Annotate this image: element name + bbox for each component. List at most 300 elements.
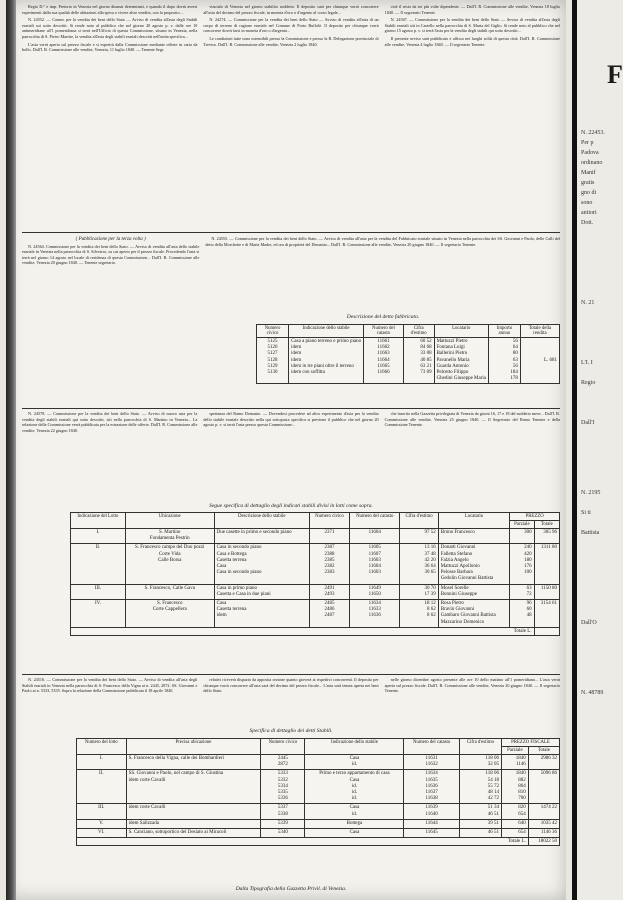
paragraph: cioè il sesto da sei più volte dipendente. — Dall'I. R. Commissione alle vendite, Venezia 18 luglio 1840. — Il segretario Tenente.	[384, 4, 560, 15]
cell-value: 40 85	[420, 357, 432, 363]
cell-value: 420	[524, 551, 532, 557]
cell-value: S. Francesco della Vigna, calle dei Bombardieri	[128, 756, 224, 761]
cell-value: 55 72	[487, 783, 499, 789]
cell-value: Fondamenta Pestrin	[149, 536, 190, 542]
table-header: Numero del catasto	[364, 325, 404, 338]
cell-value: 11661	[377, 339, 390, 344]
ubicazione-cell	[126, 829, 261, 838]
paragraph: N. 24578. — Commissione per la vendita dei beni dello Stato. — Avviso di nuovo asta per la vendita degli stabili erariali qui sotto descritti, siti nella parrocchia di S. Martino in Venezia... La relazione della Commissione verrà pubblicata per la estrazione delle offerte. Dall'I. R. Commissione alle vendite, Venezia 22 giugno 1840.	[22, 411, 198, 433]
cell-value: Casa	[349, 756, 360, 761]
edge-text: N. 21	[581, 300, 595, 306]
cell-value: 63	[526, 585, 532, 591]
cell-value: 33 08	[420, 351, 432, 357]
table-row	[77, 819, 560, 828]
table-row	[71, 544, 560, 584]
table-header: Locatario	[438, 513, 510, 529]
table-header: Cifra d'estimo	[403, 325, 434, 338]
cell-value: 2383	[324, 570, 335, 576]
locatario-cell	[438, 529, 510, 544]
table-row	[71, 600, 560, 628]
cell-value: 2445	[277, 756, 288, 761]
estimo-cell	[459, 829, 501, 838]
cell-value: id.	[351, 790, 357, 796]
estimo-cell	[400, 529, 438, 544]
adjacent-page-edge	[572, 0, 623, 900]
edge-text: N. 48789	[581, 690, 604, 696]
cell-value: Gedolin Giovanni Battista	[440, 576, 494, 582]
table3	[76, 738, 560, 846]
cell-value: 5333	[277, 771, 288, 777]
parziale-cell	[501, 755, 528, 770]
notice3-left	[22, 677, 197, 696]
ubicazione-cell	[126, 755, 261, 770]
cell-value: Pavanello Maria	[436, 357, 470, 363]
cell-value: 11631	[425, 756, 438, 761]
cell-value: 56	[512, 339, 518, 344]
indicazione-cell	[305, 829, 404, 838]
cell-value: idem con soffitta	[291, 370, 325, 376]
cell-value: 46 51	[487, 830, 499, 836]
indicazione-cell	[305, 804, 404, 819]
cell-value: 240	[524, 545, 532, 551]
descrizione-cell	[214, 529, 309, 544]
cell-value: Bravin Giovanni	[440, 607, 475, 613]
cell-value: 48	[526, 613, 532, 619]
locatario-cell	[438, 544, 510, 584]
cell-value: Bruno Francesco	[440, 530, 475, 535]
paragraph: Il presente avviso sarà pubblicato e affisso nei luoghi soliti di questa città. Dall'I. R. Commissione alle vendite, Venezia 4 luglio 1840. — Il segretario Tenente.	[384, 35, 560, 47]
table2-caption: Segue specifica di dettaglio degli indicati stabili divisi in lotti come sopra.	[209, 503, 373, 509]
cell-value: id.	[351, 811, 357, 817]
cell-value: 11649	[368, 585, 381, 591]
cell-value: 2387	[324, 545, 335, 551]
cell-value: idem Salizzada	[128, 820, 159, 826]
total-label: Totale L.	[77, 838, 529, 846]
table-subheader: Parziale	[501, 747, 528, 755]
cell-value: 2491	[324, 585, 335, 591]
table-header: Cifra d'estimo	[400, 513, 438, 529]
cell-value: 300	[524, 530, 532, 535]
cell-value: 18 12	[424, 601, 436, 607]
cell-value: 654	[518, 811, 526, 817]
paragraph: spettanza del Ramo Demanio. — Dovendosi procedere ad altro esperimento d'asta per la vendita dello stabile erariale descritto nella qui sottoposta specifica si previene il pubblico che nel giorno 20 agosto p. v. si terrà l'asta presso questa Commissione...	[203, 411, 379, 428]
cell-value: 97 52	[424, 530, 436, 535]
cell-value: Casa in secondo piano	[216, 570, 262, 576]
civici-cell	[257, 338, 289, 384]
descrizione-cell	[214, 600, 309, 628]
paragraph: relativi riceverà dispazio da apposita sezione quanto gioverà ai rispettivi concorrenti. Il deposito per chiunque vorrà concorrere all'asta sarà del decimo del prezzo fiscale... L'asta sarà tenuta aperta nei beni dello Stato.	[203, 677, 379, 694]
cell-value: 11634	[368, 601, 381, 607]
cell-value: 30 70	[424, 585, 436, 591]
cell-value: id.	[351, 783, 357, 789]
cell-value: Calle Borsa	[157, 557, 182, 563]
indicazione-cell	[305, 755, 404, 770]
indicazione-cell	[305, 770, 404, 804]
edge-text: Regio	[581, 380, 596, 386]
cell-value: 17 39	[424, 591, 436, 597]
cell-value: 2493	[324, 591, 335, 597]
cell-value: 11662	[377, 345, 390, 351]
lotto-cell: V.	[77, 819, 127, 828]
parziale-cell	[501, 829, 528, 838]
edge-text: sono	[581, 200, 593, 206]
parziale-cell	[501, 804, 528, 819]
table-header: Importo annuo	[489, 325, 521, 338]
edge-text: Padova	[581, 150, 599, 156]
cell-value: Bottega	[346, 820, 363, 826]
cell-value: Fontana Luigi	[436, 345, 465, 351]
cell-value: Mattuzzi Pietro	[436, 339, 468, 344]
cell-value: 11604	[368, 530, 381, 535]
parziale-cell	[501, 819, 528, 828]
table-header: Precisa ubicazione	[126, 739, 261, 755]
table-header: Numero civico	[257, 325, 289, 338]
descrizione-cell	[214, 544, 309, 584]
civico-cell	[261, 819, 305, 828]
cell-value: Casa	[216, 564, 227, 570]
cell-value: Casetta terrena	[216, 557, 247, 563]
table1	[256, 324, 560, 384]
cell-value: 654	[518, 830, 526, 836]
civico-cell	[261, 829, 305, 838]
ubicazione-cell	[126, 770, 261, 804]
cell-value: 37 48	[424, 551, 436, 557]
cell-value: 30 65	[424, 570, 436, 576]
cell-value: Casa	[349, 777, 360, 783]
civico-cell	[309, 584, 349, 599]
paragraph: che inserito nella Gazzetta privilegiata di Venezia da giorni 16, 17 e 18 del suddetto mese... Dall'I. R. Commissione alle vendite, Venezia 25 giugno 1840. — Il Segretario del Ramo Tenente e della Commissione Tenente.	[384, 411, 560, 428]
cell-value: SS. Giovanni e Paolo, nel campo di S. Giustina	[128, 771, 224, 777]
paragraph: Le condizioni tutte sono ostensibili presso la Commissione e presso la R. Delegazione provinciale di Treviso. Dall'I. R. Commissione alle vendite, Venezia 2 luglio 1840.	[203, 35, 379, 47]
cell-value: 180	[524, 557, 532, 563]
table-row	[71, 529, 560, 544]
notice-title: ( Pubblicazione per la terza volta )	[75, 237, 146, 242]
total-value	[534, 627, 559, 635]
civico-cell	[261, 770, 305, 804]
cell-value: Guarda Antonio	[436, 363, 469, 369]
parziale-cell	[510, 529, 534, 544]
totale-cell: 1146 36	[528, 829, 559, 838]
notice2	[22, 411, 560, 435]
notice3-right	[385, 677, 560, 696]
table-header: Numero del lotto	[77, 739, 127, 755]
cell-value: Casa a piano terreno e primo piano	[291, 339, 362, 344]
table-row	[77, 829, 560, 838]
cell-value: 11664	[377, 357, 390, 363]
estimo-cell	[459, 770, 501, 804]
ubicazione-cell	[126, 819, 261, 828]
cell-value: 48 14	[487, 790, 499, 796]
cell-value: 118 06	[485, 756, 499, 761]
cell-value: 11637	[425, 790, 438, 796]
totale-cell: 1474 22	[528, 804, 559, 819]
cell-value: 11603	[368, 570, 381, 576]
cell-value: 51 34	[487, 805, 499, 811]
cell-value: Donatti Giovanni	[440, 545, 476, 551]
edge-text: Dall'O	[581, 620, 597, 626]
notice3	[22, 677, 560, 696]
cell-value: 5335	[277, 790, 288, 796]
civico-cell	[261, 804, 305, 819]
cell-value: 1840	[515, 756, 526, 761]
cell-value: 11634	[425, 771, 438, 777]
paragraph: nelle giorno dicembre agosto presente alle ore 10 dello mattino all'1 pomeridiana... L'asta verrà aperta sul prezzo fiscale. Dall'I. R. Commissione alle vendite, Venezia 20 giugno 1840. — Il segretario Tenente.	[384, 677, 560, 694]
cell-value: 5130	[267, 370, 278, 376]
notice2-left	[22, 411, 197, 435]
cell-value: 5126	[267, 345, 278, 351]
section-divider	[22, 232, 560, 233]
cell-value: 2385	[324, 557, 335, 563]
table2	[70, 512, 560, 636]
cell-value: Falletta Stefano	[440, 551, 473, 557]
cell-value: 11603	[368, 557, 381, 563]
estimo-cell	[459, 755, 501, 770]
cell-value: 1146	[515, 762, 526, 768]
cell-value: 5128	[267, 357, 278, 363]
cell-value: idem	[216, 613, 227, 619]
notice2-middle	[203, 411, 378, 435]
table1-caption: Descrizione del detto fabbricato.	[346, 314, 420, 320]
cell-value: 640	[518, 820, 526, 826]
cell-value: Primo e terzo appartamento di casa	[319, 771, 390, 777]
locatari-cell	[434, 338, 488, 384]
cell-value: 11665	[377, 363, 390, 369]
cell-value: 700	[518, 796, 526, 802]
cell-value: 11605	[368, 545, 381, 551]
cell-value: 5336	[277, 796, 288, 802]
cell-value: 118 06	[485, 771, 499, 777]
cell-value: 2485	[324, 601, 335, 607]
cell-value: idem corte Cavalli	[128, 777, 166, 783]
cell-value: 11604	[368, 564, 381, 570]
table-header: Locatario	[434, 325, 488, 338]
paragraph: N. 24274. — Commissione per la vendita dei beni dello Stato — Avviso di vendita all'asta di un corpo di terreno di ragione erariale nel Comune di Porto Buffolè. Il deposito per chiunque vorrà concorrere dovrà farsi in moneta d'oro o d'argento...	[203, 17, 379, 34]
table-row	[77, 755, 560, 770]
ubicazione-cell	[125, 544, 214, 584]
paragraph: Regio D.° e imp. Pretorio in Venezia nel giorno dinanzi determinati, e quando il dopo dovrà aversi esperimenti dalla sua qualità delle abitazioni alla spesa o vivere altro vendita, con la proposito....	[22, 4, 198, 15]
cell-value: 72	[526, 591, 532, 597]
total-label: Totale L.	[71, 627, 535, 635]
cell-value: 54 18	[487, 777, 499, 783]
table-total-row	[77, 838, 560, 846]
catasto-cell	[350, 544, 400, 584]
estimo-cell	[400, 584, 438, 599]
totale-cell: 5096 86	[528, 770, 559, 804]
cell-value: Gambaro Giovanni Battista	[440, 613, 496, 619]
edge-text: Battista	[581, 530, 600, 536]
catasto-cell	[350, 529, 400, 544]
estimo-cell	[459, 804, 501, 819]
cell-value: 5337	[277, 805, 288, 811]
cell-value: 60 52	[420, 339, 432, 344]
edge-text: ordinano	[581, 160, 603, 166]
cell-value: 882	[518, 777, 526, 783]
cell-value: 178	[510, 376, 518, 382]
cell-value: Mazzarino Domenico	[440, 619, 485, 625]
cell-value: Pelcetto Filippo	[436, 370, 469, 376]
section-divider	[22, 674, 560, 675]
cell-value: Bonnini Giuseppe	[440, 591, 477, 597]
lotto-cell: III.	[77, 804, 127, 819]
indicazione-cell	[305, 819, 404, 828]
cell-value: 11644	[425, 820, 438, 826]
parziale-cell	[501, 770, 528, 804]
cell-value: Casetta terrena	[216, 607, 247, 613]
mid-notice-left	[22, 236, 199, 268]
table-header: Descrizione dello stabile	[214, 513, 309, 529]
cell-value: idem	[291, 357, 302, 363]
estimo-cell	[400, 600, 438, 628]
cell-value: S. Martino	[159, 530, 181, 535]
table-header: Ubicazione	[125, 513, 214, 529]
catasto-cell	[404, 804, 459, 819]
cell-value: 13 16	[424, 545, 436, 551]
lotto-cell: II.	[77, 770, 127, 804]
edge-text: Dall'I	[581, 420, 595, 426]
notice3-middle	[203, 677, 378, 696]
cell-value: S. Francesco	[156, 601, 183, 607]
cell-value: id.	[351, 796, 357, 802]
catasto-cell	[350, 584, 400, 599]
table-header: Indicazione del Lotto	[71, 513, 126, 529]
table-subheader: Totale	[534, 521, 559, 529]
table-header: Numero civico	[261, 739, 305, 755]
cell-value: Casetta e Casa in due piani	[216, 591, 271, 597]
lotto-cell: II.	[71, 544, 126, 584]
cell-value: 2371	[324, 530, 335, 535]
cell-value: 5129	[267, 363, 278, 369]
parziale-cell	[510, 544, 534, 584]
cell-value: Casa	[349, 805, 360, 811]
lotto-cell: IV.	[71, 600, 126, 628]
cell-value: 11666	[377, 370, 390, 376]
masthead-letter: F	[607, 60, 623, 89]
cell-value: idem	[291, 345, 302, 351]
mid-notice-right	[205, 236, 560, 268]
lotto-cell: VI.	[77, 829, 127, 838]
locatario-cell	[438, 584, 510, 599]
cell-value: 5127	[267, 351, 278, 357]
table-header: PREZZO	[510, 513, 560, 521]
civico-cell	[309, 529, 349, 544]
top-columns	[22, 4, 560, 55]
paragraph: N. 24516. — Commissione per la vendita dei beni dello Stato. — Avviso di vendita all'asta degli Stabili erariali in Venezia nella parrocchia di S. Francesco della Vigna ai n. 2445, 2872. SS. Giovanni e Paolo ai n. 5333, 5335. Sopra la relazione della Commissione pubblicata il 18 aprile 1840.	[22, 677, 198, 694]
cell-value: 63 21	[420, 363, 432, 369]
cell-value: 8 62	[426, 607, 436, 613]
cell-value: 73 09	[420, 370, 432, 376]
table-header: Totale della rendita	[520, 325, 559, 338]
table-header: Numero civico	[309, 513, 349, 529]
edge-text: gratis	[581, 180, 595, 186]
cell-value: S. Francesco campo del Duo pozzi	[135, 545, 205, 551]
table-header: Indicazione dello stabile	[289, 325, 364, 338]
cell-value: 176	[524, 564, 532, 570]
mid-notice	[22, 236, 560, 268]
cell-value: Ballerini Pietro	[436, 351, 468, 357]
paragraph: N. 24552. — Comm. per la vendita dei beni dello Stato — Avviso di vendita all'asta degli Stabili erariali sui sotto descritti. Si rende noto al pubblico che nel giorno 20 agosto p. v. dalle ore 10 antimeridiane all'1 pomeridiana si terrà nell'Ufficio di questa Commissione, situato in Venezia, nella parrocchia di S. Pietro Martire, la vendita all'asta degli stabili erariali descritti nell'unita specifica...	[22, 17, 198, 39]
table-header: PREZZO FISCALE	[501, 739, 559, 747]
table-header: Numero del catasto	[404, 739, 459, 755]
indicazione-cell	[289, 338, 364, 384]
table-row	[71, 584, 560, 599]
cell-value: 8 62	[426, 613, 436, 619]
cell-value: 11635	[425, 777, 438, 783]
estimo-cell	[403, 338, 434, 384]
lotto-cell: I.	[71, 529, 126, 544]
top-column-2	[203, 4, 378, 55]
annuo-cell	[489, 338, 521, 384]
cell-value: S. Francesco, Calle Gava	[144, 585, 195, 591]
cell-value: Mattuzzi Apollonio	[440, 564, 480, 570]
cell-value: 2382	[324, 564, 335, 570]
edge-text: Si ti	[581, 510, 591, 516]
section-divider	[22, 408, 560, 409]
cell-value: 2487	[324, 613, 335, 619]
cell-value: 46 51	[487, 811, 499, 817]
catasto-cell	[404, 770, 459, 804]
cell-value: 11638	[425, 796, 438, 802]
cell-value: idem corte Cavalli	[128, 805, 166, 811]
cell-value: Rosa Pietro	[440, 601, 464, 607]
cell-value: 39 51	[487, 820, 499, 826]
cell-value: Due casette in primo e secondo piano	[216, 530, 292, 535]
catasto-cell	[364, 338, 404, 384]
newspaper-page	[6, 0, 566, 900]
cell-value: 100	[524, 570, 532, 576]
catasto-cell	[404, 829, 459, 838]
cell-value: 96	[526, 601, 532, 607]
totale-cell: 1150 80	[534, 584, 559, 599]
cell-value: 42 20	[424, 557, 436, 563]
cell-value: 80	[512, 351, 518, 357]
edge-text: Per p	[581, 140, 594, 146]
cell-value: 42 72	[487, 796, 499, 802]
lotto-cell: III.	[71, 584, 126, 599]
cell-value: 11633	[368, 607, 381, 613]
edge-text: Dott.	[581, 220, 594, 226]
catasto-cell	[404, 819, 459, 828]
cell-value: 36 64	[424, 564, 436, 570]
totale-cell: 2986 32	[528, 755, 559, 770]
catasto-cell	[350, 600, 400, 628]
cell-value: 810	[518, 790, 526, 796]
table-header: Indicazione dello stabile	[305, 739, 404, 755]
cell-value: 64	[512, 345, 518, 351]
cell-value: Casa e Bottega	[216, 551, 247, 557]
cell-value: 5340	[277, 830, 288, 836]
cell-value: 11663	[377, 351, 390, 357]
cell-value: 2872	[277, 762, 288, 768]
civico-cell	[309, 544, 349, 584]
cell-value: Corte Cappellera	[152, 607, 187, 613]
cell-value: 5125	[267, 339, 278, 344]
cell-value: 864	[518, 783, 526, 789]
cell-value: Corte Vida	[158, 551, 181, 557]
totale-cell: 305 96	[534, 529, 559, 544]
cell-value: 11607	[368, 551, 381, 557]
cell-value: 11632	[425, 762, 438, 768]
edge-text: Manif	[581, 170, 596, 176]
cell-value: Pelosse Barbara	[440, 570, 473, 576]
paragraph: N. 24567. — Commissione per la vendita dei beni dello Stato — Avviso di vendita all'asta degli Stabili erariali siti in Castello nella parrocchia di S. Maria del Giglio. Si rende noto al pubblico che nel giorno 15 agosto p. v. si terrà l'asta per la vendita degli stabili qui sotto descritti...	[384, 17, 560, 34]
cell-value: 2388	[324, 551, 335, 557]
ubicazione-cell	[125, 600, 214, 628]
cell-value: Casa in secondo piano	[216, 545, 262, 551]
edge-text: antiori	[581, 210, 597, 216]
cell-value: Falzia Angelo	[440, 557, 469, 563]
table-row	[257, 338, 560, 384]
cell-value: 11645	[425, 830, 438, 836]
